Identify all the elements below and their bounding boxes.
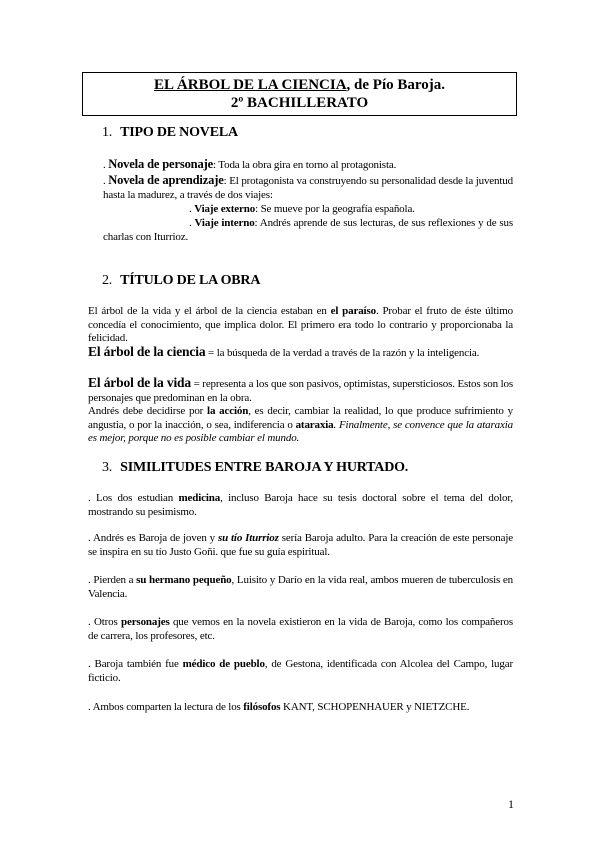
- title-line: [83, 76, 516, 94]
- course-line: 2º BACHILLERATO: [230, 95, 369, 111]
- section-1-heading: 1. TIPO DE NOVELA: [102, 125, 238, 140]
- title-box: [82, 72, 517, 116]
- section-1-subitem-1: . Viaje externo: Se mueve por la geografía española.: [189, 203, 415, 215]
- section-2-paragraph-1: El árbol de la vida y el árbol de la ciencia estaban en el paraíso. Probar el fruto de éste último concedía el conocimiento, que implica dolor. El primero era todo lo contrario y proporcionaba la felicidad.: [88, 305, 513, 344]
- section-2-heading: 2. TÍTULO DE LA OBRA: [102, 273, 261, 288]
- section-3-heading: 3. SIMILITUDES ENTRE BAROJA Y HURTADO.: [102, 460, 409, 475]
- section-3-item-5: . Baroja también fue médico de pueblo, de Gestona, identificada con Alcolea del Campo, lugar ficticio.: [88, 658, 513, 684]
- section-1-item-2: . Novela de aprendizaje: El protagonista va construyendo su personalidad desde la juventud hasta la madurez, a través de dos viajes:: [103, 173, 513, 201]
- section-3-item-6: . Ambos comparten la lectura de los filósofos KANT, SCHOPENHAUER y NIETZCHE.: [88, 701, 470, 713]
- section-1-item-1: . Novela de personaje: Toda la obra gira en torno al protagonista.: [103, 157, 397, 171]
- section-3-item-1: . Los dos estudian medicina, incluso Baroja hace su tesis doctoral sobre el tema del dolor, mostrando su pesimismo.: [88, 492, 513, 518]
- page-number: 1: [508, 797, 514, 811]
- section-3-item-3: . Pierden a su hermano pequeño, Luisito y Darío en la vida real, ambos mueren de tuberculosis en Valencia.: [88, 574, 514, 600]
- section-2-paragraph-2: El árbol de la ciencia = la búsqueda de la verdad a través de la razón y la inteligencia.: [88, 344, 480, 359]
- book-author: , de Pío Baroja.: [346, 77, 446, 93]
- section-3-item-4: . Otros personajes que vemos en la novela existieron en la vida de Baroja, como los compañeros de carrera, los profesores, etc.: [88, 616, 513, 642]
- section-3-item-2: . Andrés es Baroja de joven y su tío Iturrioz sería Baroja adulto. Para la creación de este personaje se inspira en su tío Justo Goñi. que fue su guía espiritual.: [88, 532, 514, 558]
- section-1-subitem-2: . Viaje interno: Andrés aprende de sus lecturas, de sus reflexiones y de sus charlas con Iturrioz.: [103, 217, 514, 243]
- section-2-paragraph-3: El árbol de la vida = representa a los que son pasivos, optimistas, supersticiosos. Estos son los personajes que predominan en la obra.: [88, 375, 514, 404]
- section-2-paragraph-4: Andrés debe decidirse por la acción, es decir, cambiar la realidad, lo que produce sufrimiento y angustia, o por la inacción, o sea, indiferencia o ataraxia. Finalmente, se convence que la ataraxia es mejor, porque no es posible cambiar el mundo.: [88, 405, 513, 444]
- book-title: EL ÁRBOL DE LA CIENCIA: [153, 77, 347, 93]
